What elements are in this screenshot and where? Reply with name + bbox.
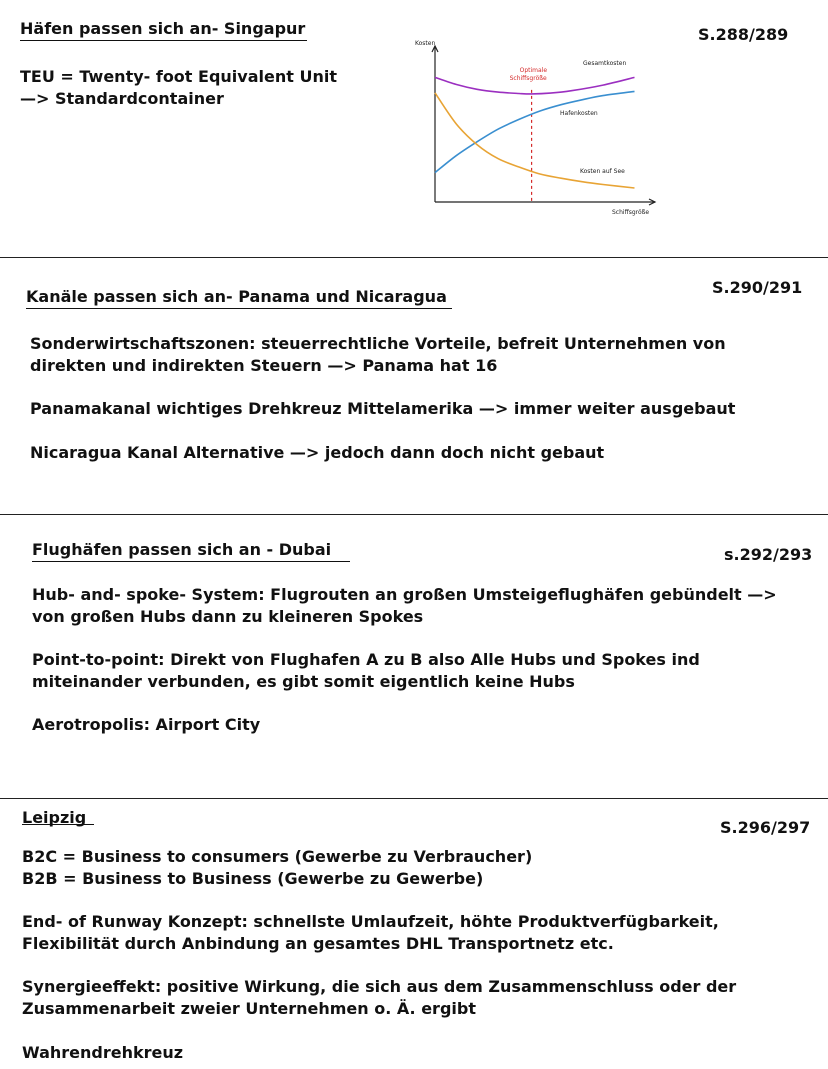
synergy-line-1: Synergieeffekt: positive Wirkung, die sich aus dem Zusammenschluss oder der [22, 977, 737, 996]
end-of-runway-line-2: Flexibilität durch Anbindung an gesamtes DHL Transportnetz etc. [22, 934, 614, 953]
panama-text: Panamakanal wichtiges Drehkreuz Mittelamerika —> immer weiter ausgebaut [30, 399, 736, 418]
nicaragua-text: Nicaragua Kanal Alternative —> jedoch dann doch nicht gebaut [30, 443, 605, 462]
wahrendrehkreuz-text: Wahrendrehkreuz [22, 1043, 184, 1062]
hub-spoke-line-2: von großen Hubs dann zu kleineren Spokes [32, 607, 424, 626]
x-axis-label: Schiffsgröße [612, 209, 650, 216]
teu-definition: TEU = Twenty- foot Equivalent Unit [20, 67, 337, 86]
section-2-title: Kanäle passen sich an- Panama und Nicaragua [26, 287, 452, 309]
section-2-page-ref: S.290/291 [712, 278, 803, 297]
y-axis-label: Kosten [415, 40, 436, 47]
section-1-page-ref: S.288/289 [698, 25, 789, 44]
section-4-title-strike [22, 824, 94, 825]
series-label-gesamtkosten: Gesamtkosten [583, 60, 627, 67]
series-line-hafenkosten [435, 91, 635, 172]
chart-labels [415, 40, 649, 216]
b2c-text: B2C = Business to consumers (Gewerbe zu Verbraucher) [22, 847, 533, 866]
section-4-page-ref: S.296/297 [720, 818, 811, 837]
chart-series [435, 77, 635, 202]
section-1-title: Häfen passen sich an- Singapur [20, 19, 307, 41]
section-divider-2 [0, 514, 828, 515]
series-label-hafenkosten: Hafenkosten [560, 110, 598, 117]
sez-text-line-2: direkten und indirekten Steuern —> Panama hat 16 [30, 356, 498, 375]
section-3-title: Flughäfen passen sich an - Dubai [32, 540, 350, 562]
cost-chart [405, 35, 665, 220]
aerotropolis-text: Aerotropolis: Airport City [32, 715, 261, 734]
point-to-point-line-1: Point-to-point: Direkt von Flughafen A zu B also Alle Hubs und Spokes ind [32, 650, 700, 669]
point-to-point-line-2: miteinander verbunden, es gibt somit eigentlich keine Hubs [32, 672, 575, 691]
synergy-line-2: Zusammenarbeit zweier Unternehmen o. Ä. ergibt [22, 999, 476, 1018]
section-3-page-ref: s.292/293 [724, 545, 813, 564]
optimum-label-line-1: Optimale [519, 67, 548, 74]
end-of-runway-line-1: End- of Runway Konzept: schnellste Umlaufzeit, höhte Produktverfügbarkeit, [22, 912, 719, 931]
optimum-label-line-2: Schiffsgröße [509, 75, 547, 82]
series-label-kosten-auf-see: Kosten auf See [580, 168, 625, 175]
b2b-text: B2B = Business to Business (Gewerbe zu Gewerbe) [22, 869, 484, 888]
section-divider-3 [0, 798, 828, 799]
section-divider-1 [0, 257, 828, 258]
teu-container-note: —> Standardcontainer [20, 89, 224, 108]
section-4-title: Leipzig [22, 808, 87, 827]
hub-spoke-line-1: Hub- and- spoke- System: Flugrouten an großen Umsteigeflughäfen gebündelt —> [32, 585, 777, 604]
sez-text-line-1: Sonderwirtschaftszonen: steuerrechtliche Vorteile, befreit Unternehmen von [30, 334, 726, 353]
